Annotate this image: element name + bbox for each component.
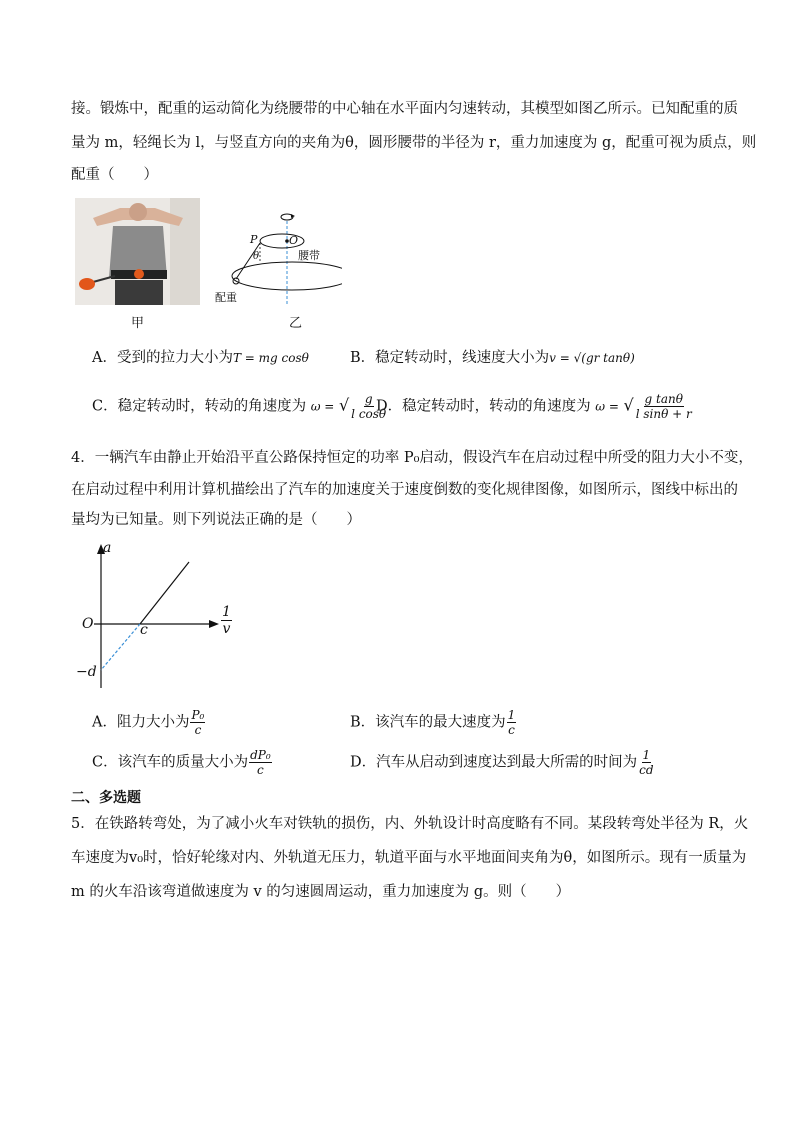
q4-option-d-text: D．汽车从启动到速度达到最大所需的时间为 (350, 754, 638, 771)
q5-line-1: 5．在铁路转弯处，为了减小火车对铁轨的损伤，内、外轨设计时高度略有不同。某段转弯处半径为 R，火 (71, 816, 749, 832)
section-multiple-choice-heading: 二、多选题 (71, 790, 141, 806)
q4-option-c-num: dP₀ (250, 748, 271, 762)
q3-option-d-lhs: ω = (595, 399, 619, 414)
q3-line-1: 接。锻炼中，配重的运动简化为绕腰带的中心轴在水平面内匀速转动，其模型如图乙所示。已知配重的质 (71, 101, 738, 117)
q3-option-c-lhs: ω = (310, 399, 335, 414)
q3-option-c-den: l cosθ (351, 407, 387, 421)
figure-yi-caption: 乙 (289, 316, 303, 331)
graph-c-label: c (140, 622, 148, 638)
person-hula-hoop-illustration (75, 198, 200, 305)
q4-option-b (350, 708, 517, 737)
graph-x-num: 1 (222, 604, 231, 620)
q3-option-d: D．稳定转动时，转动的角速度为 ω = √ $\frac{\text{g tanθ}}{\text{l sinθ + r}}$ (376, 392, 692, 421)
label-weight: 配重 (215, 291, 237, 304)
graph-origin-label: O (82, 616, 94, 632)
figure-jia-photo (75, 198, 200, 305)
figure-yi-diagram (212, 205, 342, 310)
q4-option-d-num: 1 (642, 748, 651, 762)
graph-x-label (220, 604, 233, 637)
graph-x-den: v (222, 621, 231, 637)
graph-line (140, 562, 189, 624)
q3-line-3: 配重（ ） (71, 167, 158, 183)
q4-line-2: 在启动过程中利用计算机描绘出了汽车的加速度关于速度倒数的变化规律图像，如图所示，图线中标出的 (71, 482, 738, 498)
q4-option-b-num: 1 (507, 708, 516, 722)
q3-option-b-formula: v = √(gr tanθ) (549, 351, 635, 365)
q4-option-d-den: cd (639, 763, 654, 777)
label-P: P (250, 233, 258, 246)
q3-option-c: C．稳定转动时，转动的角速度为 ω = √ $\frac{g}{\text{l cosθ}}$ (92, 392, 387, 421)
q5-line-3: m 的火车沿该弯道做速度为 v 的匀速圆周运动，重力加速度为 g。则（ ） (71, 884, 571, 900)
q5-line-2: 车速度为v₀时，恰好轮缘对内、外轨道无压力，轨道平面与水平地面间夹角为θ，如图所示。现有一质量为 (71, 850, 747, 866)
q3-option-a-text: A．受到的拉力大小为 (92, 350, 233, 366)
label-theta: θ (253, 251, 260, 262)
q3-option-d-den: l sinθ + r (635, 407, 692, 421)
x-axis-arrow-icon (209, 620, 219, 628)
q4-option-d (350, 748, 656, 777)
q4-option-c (92, 748, 273, 777)
q3-option-a-formula: T = mg cosθ (232, 351, 309, 365)
q4-graph (72, 540, 242, 690)
q3-option-d-text: D．稳定转动时，转动的角速度为 (376, 398, 591, 415)
q4-option-b-text: B．该汽车的最大速度为 (350, 714, 506, 731)
q3-option-a (92, 346, 309, 367)
q3-option-b (350, 346, 635, 367)
graph-y-label: a (103, 540, 112, 556)
q4-line-3: 量均为已知量。则下列说法正确的是（ ） (71, 512, 361, 528)
q3-line-2: 量为 m，轻绳长为 l，与竖直方向的夹角为θ，圆形腰带的半径为 r，重力加速度为 g，配重可视为质点，则 (71, 135, 757, 151)
q4-option-a-text: A．阻力大小为 (92, 714, 190, 731)
label-O: O (289, 234, 299, 247)
q4-option-b-den: c (508, 723, 515, 737)
q3-option-c-text: C．稳定转动时，转动的角速度为 (92, 398, 307, 415)
q4-option-a-den: c (194, 723, 202, 737)
q4-option-c-text: C．该汽车的质量大小为 (92, 754, 249, 771)
label-belt: 腰带 (298, 249, 320, 262)
q4-option-a-num: P₀ (191, 708, 205, 722)
q4-line-1: 4．一辆汽车由静止开始沿平直公路保持恒定的功率 P₀启动，假设汽车在启动过程中所受的阻力大小不变， (71, 450, 753, 466)
q4-option-c-den: c (257, 763, 264, 777)
q3-option-d-num: g tanθ (644, 392, 683, 406)
q4-option-a (92, 708, 206, 737)
graph-d-label: −d (76, 664, 97, 680)
q3-option-c-num: g (364, 392, 373, 406)
q3-option-b-text: B．稳定转动时，线速度大小为 (350, 350, 550, 366)
figure-jia-caption: 甲 (131, 316, 145, 331)
graph-extension-dashed (101, 624, 140, 670)
